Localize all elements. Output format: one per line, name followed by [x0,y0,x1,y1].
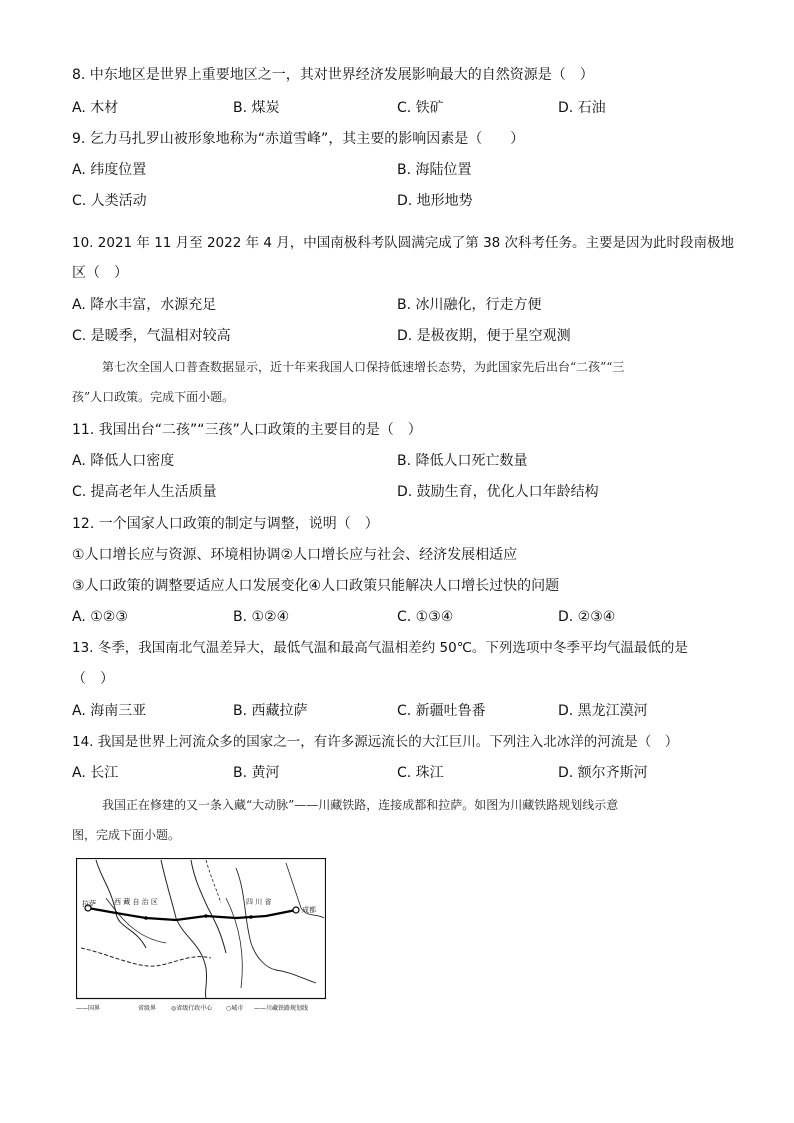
q12-stem: 12. 一个国家人口政策的制定与调整，说明（ ） [72,516,379,532]
q12-statement-line1: ①人口增长应与资源、环境相协调②人口增长应与社会、经济发展相适应 [72,547,518,563]
q13-option-b[interactable]: B. 西藏拉萨 [233,703,308,719]
lhasa-label: 拉萨 [82,900,96,908]
q12-option-a[interactable]: A. ①②③ [72,609,128,625]
legend-provincial-capital: ◎省级行政中心 [171,1005,213,1012]
q11-option-d[interactable]: D. 鼓励生育，优化人口年龄结构 [397,484,599,500]
q14-stem: 14. 我国是世界上河流众多的国家之一，有许多源远流长的大江巨川。下列注入北冰洋的河流是（ ） [72,734,679,750]
chengdu-marker [293,907,299,913]
q13-option-d[interactable]: D. 黑龙江漠河 [558,703,648,719]
q9-option-a[interactable]: A. 纬度位置 [72,162,147,178]
q8-option-b[interactable]: B. 煤炭 [233,100,280,116]
q13-stem-line2: （ ） [72,671,114,687]
q12-statement-line2: ③人口政策的调整要适应人口发展变化④人口政策只能解决人口增长过快的问题 [72,578,560,594]
chengdu-label: 成都 [302,906,316,914]
q10-stem-line1: 10. 2021 年 11 月至 2022 年 4 月，中国南极科考队圆满完成了第 38 次科考任务。主要是因为此时段南极地 [72,235,735,251]
q11-option-b[interactable]: B. 降低人口死亡数量 [397,453,528,469]
q8-option-a[interactable]: A. 木材 [72,100,119,116]
q9-stem: 9. 乞力马扎罗山被形象地称为“赤道雪峰”，其主要的影响因素是（ ） [72,131,525,147]
q10-stem-line2: 区（ ） [72,265,128,281]
legend-national-border: ——国界 [76,1005,101,1012]
q11-stem: 11. 我国出台“二孩”“三孩”人口政策的主要目的是（ ） [72,422,422,438]
legend-railway: ——川藏铁路规划线 [254,1005,309,1012]
q12-option-c[interactable]: C. ①③④ [397,609,454,625]
q10-option-c[interactable]: C. 是暖季，气温相对较高 [72,328,231,344]
q14-option-b[interactable]: B. 黄河 [233,765,280,781]
intro-population-line2: 孩”人口政策。完成下面小题。 [72,390,235,404]
q14-option-a[interactable]: A. 长江 [72,765,119,781]
intro-railway-line2: 图，完成下面小题。 [72,828,181,842]
q10-option-b[interactable]: B. 冰川融化，行走方便 [397,297,542,313]
map-drawing [76,858,326,1018]
q11-option-a[interactable]: A. 降低人口密度 [72,453,175,469]
q12-option-b[interactable]: B. ①②④ [233,609,290,625]
map-legend [76,1004,326,1014]
legend-provincial-border: 省级界 [138,1005,157,1012]
q11-option-c[interactable]: C. 提高老年人生活质量 [72,484,217,500]
q13-option-a[interactable]: A. 海南三亚 [72,703,147,719]
q9-option-d[interactable]: D. 地形地势 [397,193,473,209]
q13-stem: 13. 冬季，我国南北气温差异大，最低气温和最高气温相差约 50℃。下列选项中冬季平均气温最低的是 [72,640,688,656]
q8-stem: 8. 中东地区是世界上重要地区之一，其对世界经济发展影响最大的自然资源是（ ） [72,67,594,83]
tibet-label: 西 藏 自 治 区 [114,898,158,906]
q9-option-c[interactable]: C. 人类活动 [72,193,147,209]
sichuan-tibet-railway-map [76,858,326,1018]
q8-option-c[interactable]: C. 铁矿 [397,100,444,116]
q13-option-c[interactable]: C. 新疆吐鲁番 [397,703,486,719]
q8-option-d[interactable]: D. 石油 [558,100,606,116]
q9-option-b[interactable]: B. 海陆位置 [397,162,472,178]
intro-population-line1: 第七次全国人口普查数据显示，近十年来我国人口保持低速增长态势，为此国家先后出台“二孩”“三 [102,360,625,374]
q14-option-d[interactable]: D. 额尔齐斯河 [558,765,648,781]
q10-option-d[interactable]: D. 是极夜期，便于星空观测 [397,328,571,344]
q14-option-c[interactable]: C. 珠江 [397,765,444,781]
legend-city: ○城市 [226,1005,244,1012]
q12-option-d[interactable]: D. ②③④ [558,609,616,625]
intro-railway-line1: 我国正在修建的又一条入藏“大动脉”——川藏铁路，连接成都和拉萨。如图为川藏铁路规划线示意 [102,798,619,812]
sichuan-label: 四 川 省 [246,898,272,906]
q10-option-a[interactable]: A. 降水丰富，水源充足 [72,297,217,313]
